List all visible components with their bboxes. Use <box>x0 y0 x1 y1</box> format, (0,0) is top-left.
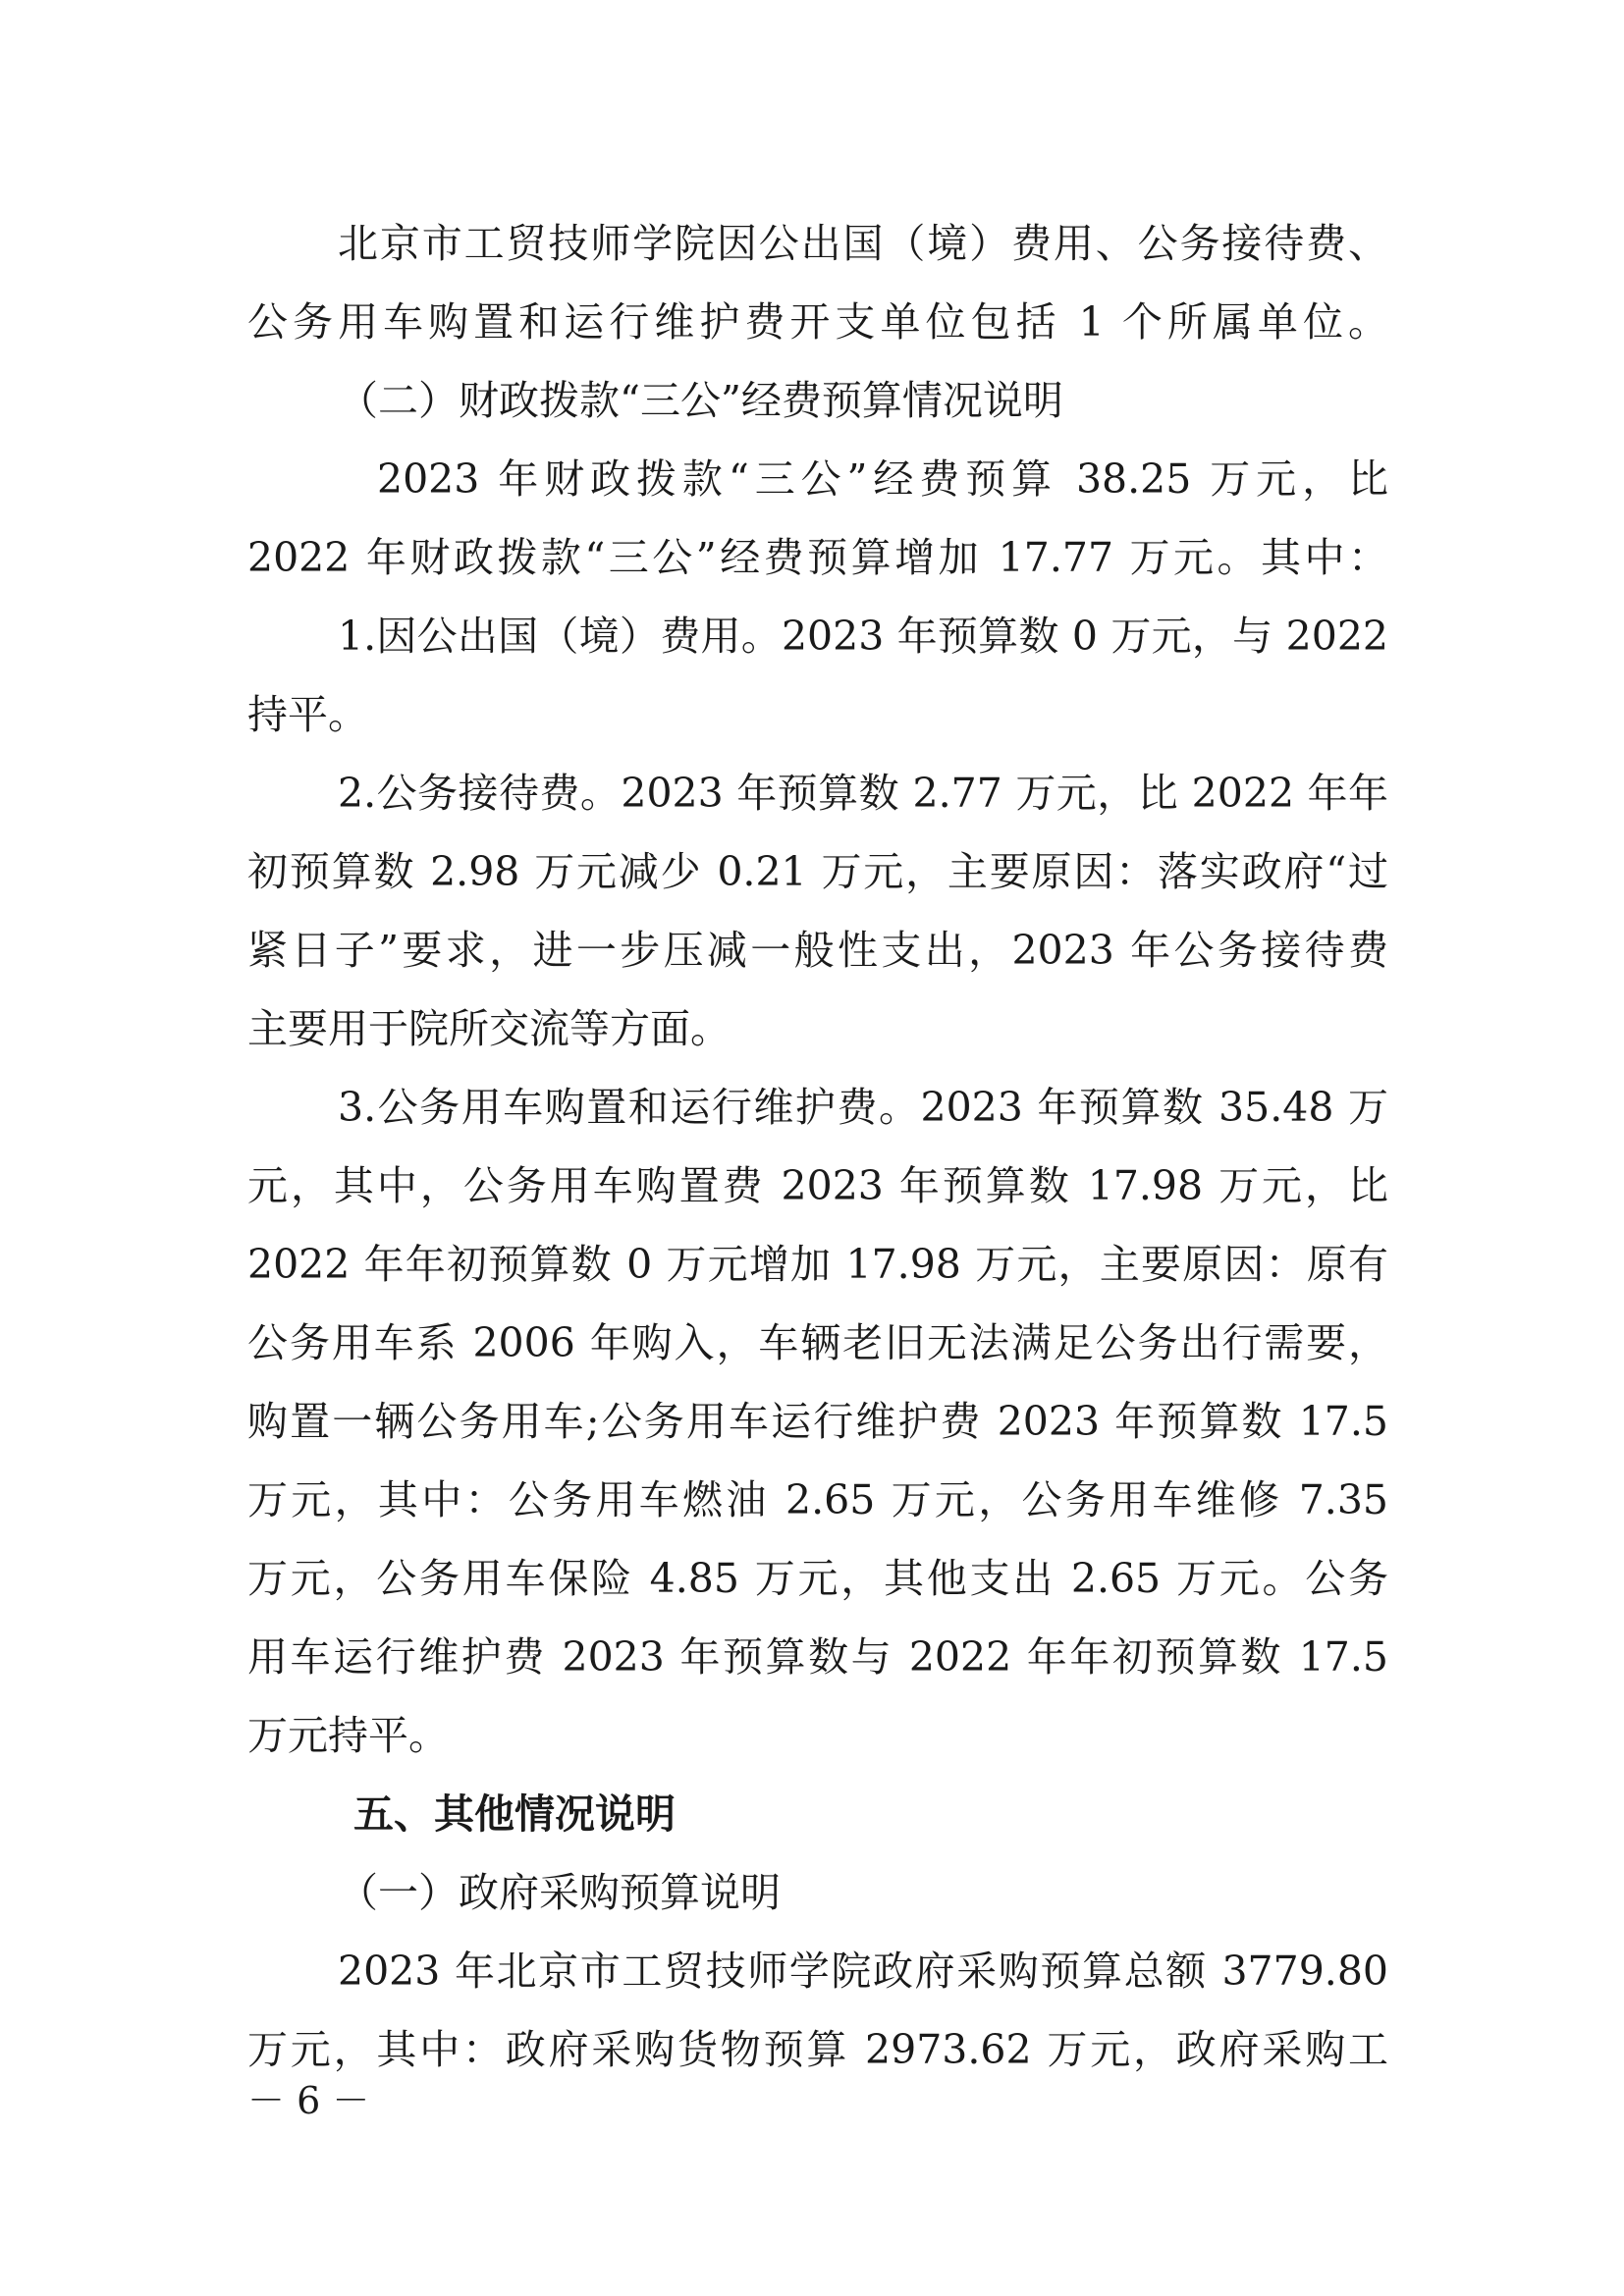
paragraph-line: 1.因公出国（境）费用。2023 年预算数 0 万元，与 2022 <box>338 613 1388 660</box>
paragraph-line: 初预算数 2.98 万元减少 0.21 万元，主要原因：落实政府“过 <box>247 848 1388 895</box>
paragraph-line: 2023 年北京市工贸技师学院政府采购预算总额 3779.80 <box>338 1948 1388 1995</box>
page-number: － 6 － <box>247 2079 370 2122</box>
paragraph-line: 持平。 <box>247 691 368 738</box>
paragraph-line: 紧日子”要求，进一步压减一般性支出，2023 年公务接待费 <box>247 927 1388 974</box>
paragraph-line: 北京市工贸技师学院因公出国（境）费用、公务接待费、 <box>338 220 1388 267</box>
paragraph-line: 万元持平。 <box>247 1712 449 1759</box>
section-subheading: （二）财政拨款“三公”经费预算情况说明 <box>338 377 1063 424</box>
paragraph-line: 万元，其中：公务用车燃油 2.65 万元，公务用车维修 7.35 <box>247 1476 1388 1523</box>
paragraph-line: 2022 年年初预算数 0 万元增加 17.98 万元，主要原因：原有 <box>247 1241 1388 1288</box>
paragraph-line: 2023 年财政拨款“三公”经费预算 38.25 万元，比 <box>377 455 1388 503</box>
paragraph-line: 公务用车购置和运行维护费开支单位包括 1 个所属单位。 <box>247 298 1388 346</box>
paragraph-line: 元，其中，公务用车购置费 2023 年预算数 17.98 万元，比 <box>247 1162 1388 1209</box>
paragraph-line: 3.公务用车购置和运行维护费。2023 年预算数 35.48 万 <box>338 1084 1388 1131</box>
paragraph-line: 2022 年财政拨款“三公”经费预算增加 17.77 万元。其中： <box>247 534 1388 581</box>
section-subheading: （一）政府采购预算说明 <box>338 1869 781 1916</box>
paragraph-line: 主要用于院所交流等方面。 <box>247 1005 731 1052</box>
paragraph-line: 购置一辆公务用车;公务用车运行维护费 2023 年预算数 17.5 <box>247 1398 1388 1445</box>
paragraph-line: 用车运行维护费 2023 年预算数与 2022 年年初预算数 17.5 <box>247 1633 1388 1681</box>
section-heading: 五、其他情况说明 <box>353 1790 676 1838</box>
paragraph-line: 万元，公务用车保险 4.85 万元，其他支出 2.65 万元。公务 <box>247 1555 1388 1602</box>
paragraph-line: 2.公务接待费。2023 年预算数 2.77 万元，比 2022 年年 <box>338 770 1388 817</box>
paragraph-line: 万元，其中：政府采购货物预算 2973.62 万元，政府采购工 <box>247 2026 1388 2073</box>
paragraph-line: 公务用车系 2006 年购入，车辆老旧无法满足公务出行需要， <box>247 1319 1388 1366</box>
